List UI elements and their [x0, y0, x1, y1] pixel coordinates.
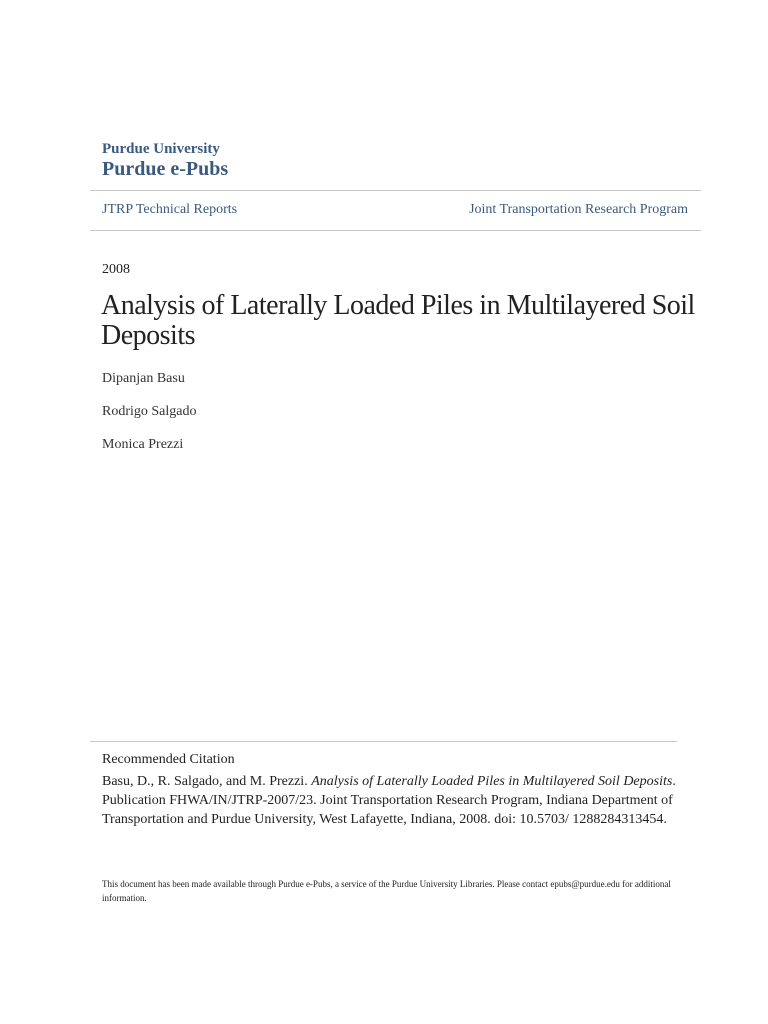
publication-year: 2008 [102, 262, 130, 277]
university-name[interactable]: Purdue University [102, 141, 220, 157]
author-link[interactable]: Rodrigo Salgado [102, 404, 197, 419]
series-link-jtrp-reports[interactable]: JTRP Technical Reports [102, 202, 238, 217]
document-title: Analysis of Laterally Loaded Piles in Multilayered Soil Deposits [101, 290, 695, 351]
citation-divider [90, 741, 677, 742]
top-divider [90, 190, 701, 191]
author-link[interactable]: Dipanjan Basu [102, 371, 185, 386]
series-link-jtrp-program[interactable]: Joint Transportation Research Program [469, 202, 688, 217]
citation-suffix: . Publication FHWA/IN/JTRP-2007/23. Joint Transportation Research Program, Indiana Department of Transportation and Purdue University, West Lafayette, Indiana, 2008. doi: 10.5703/ 1288284313454. [102, 774, 676, 827]
citation-text [102, 772, 677, 829]
availability-notice: This document has been made available through Purdue e-Pubs, a service of the Purdue University Libraries. Please contact epubs@purdue.edu for additional information. [102, 879, 671, 903]
repository-name[interactable]: Purdue e-Pubs [102, 158, 229, 180]
citation-prefix: Basu, D., R. Salgado, and M. Prezzi. [102, 774, 312, 789]
series-divider [90, 230, 701, 231]
citation-heading: Recommended Citation [102, 752, 235, 767]
institution-header [102, 140, 228, 180]
citation-title: Analysis of Laterally Loaded Piles in Multilayered Soil Deposits [311, 774, 673, 789]
author-link[interactable]: Monica Prezzi [102, 437, 184, 452]
